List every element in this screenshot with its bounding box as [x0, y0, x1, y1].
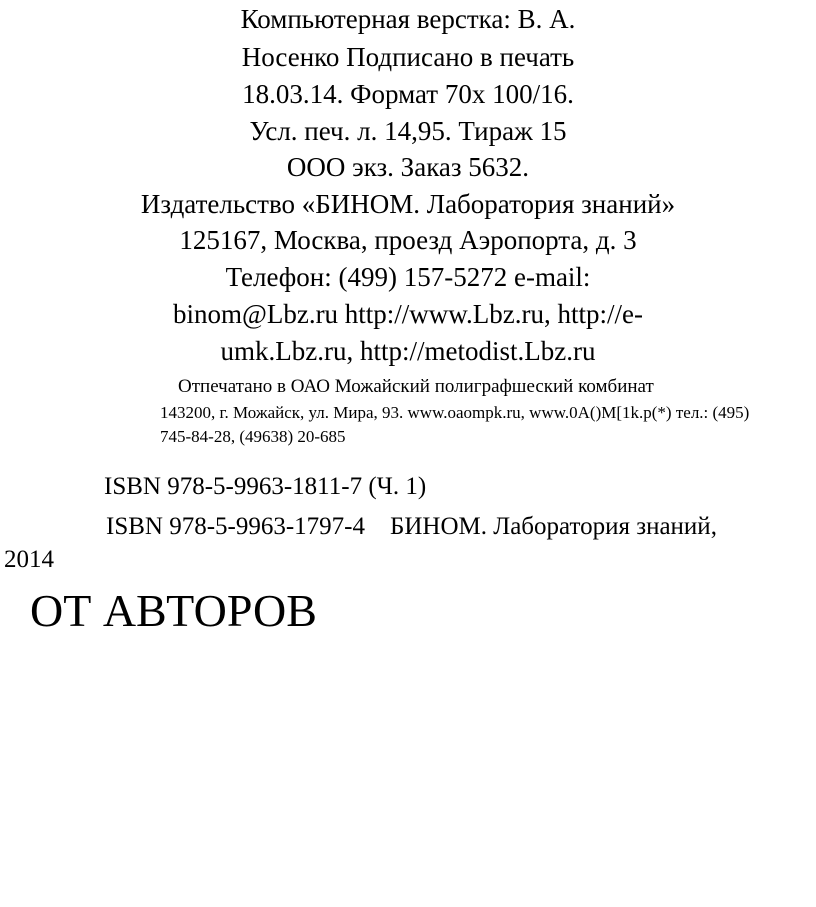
section-title: ОТ АВТОРОВ — [30, 585, 317, 636]
printer-line-phones: 745-84-28, (49638) 20-685 — [160, 427, 346, 446]
imprint-line-phone: Телефон: (499) 157-5272 e-mail: — [225, 262, 591, 292]
imprint-line-signed: Носенко Подписано в печать — [241, 42, 575, 72]
imprint-line-web-2: umk.Lbz.ru, http://metodist.Lbz.ru — [220, 336, 596, 366]
printer-line-address: 143200, г. Можайск, ул. Мира, 93. www.oaompk.ru, www.0A()M[1k.p(*) тел.: (495) — [160, 403, 750, 422]
isbn-set: ISBN 978-5-9963-1797-4 БИНОМ. Лаборатория знаний, — [106, 513, 717, 540]
publication-year: 2014 — [4, 546, 54, 573]
imprint-line-format: 18.03.14. Формат 70х 100/16. — [242, 79, 574, 109]
imprint-line-typesetting: Компьютерная верстка: В. А. — [240, 4, 576, 34]
imprint-line-print-run: Усл. печ. л. 14,95. Тираж 15 — [249, 116, 567, 146]
imprint-line-publisher: Издательство «БИНОМ. Лаборатория знаний» — [140, 189, 676, 219]
isbn-part-1: ISBN 978-5-9963-1811-7 (Ч. 1) — [104, 473, 427, 500]
imprint-line-web-1: binom@Lbz.ru http://www.Lbz.ru, http://e- — [172, 299, 644, 329]
imprint-line-address: 125167, Москва, проезд Аэропорта, д. 3 — [179, 225, 637, 255]
printer-line-name: Отпечатано в ОАО Можайский полиграфшеский комбинат — [178, 376, 654, 397]
imprint-line-order: ООО экз. Заказ 5632. — [286, 152, 530, 182]
